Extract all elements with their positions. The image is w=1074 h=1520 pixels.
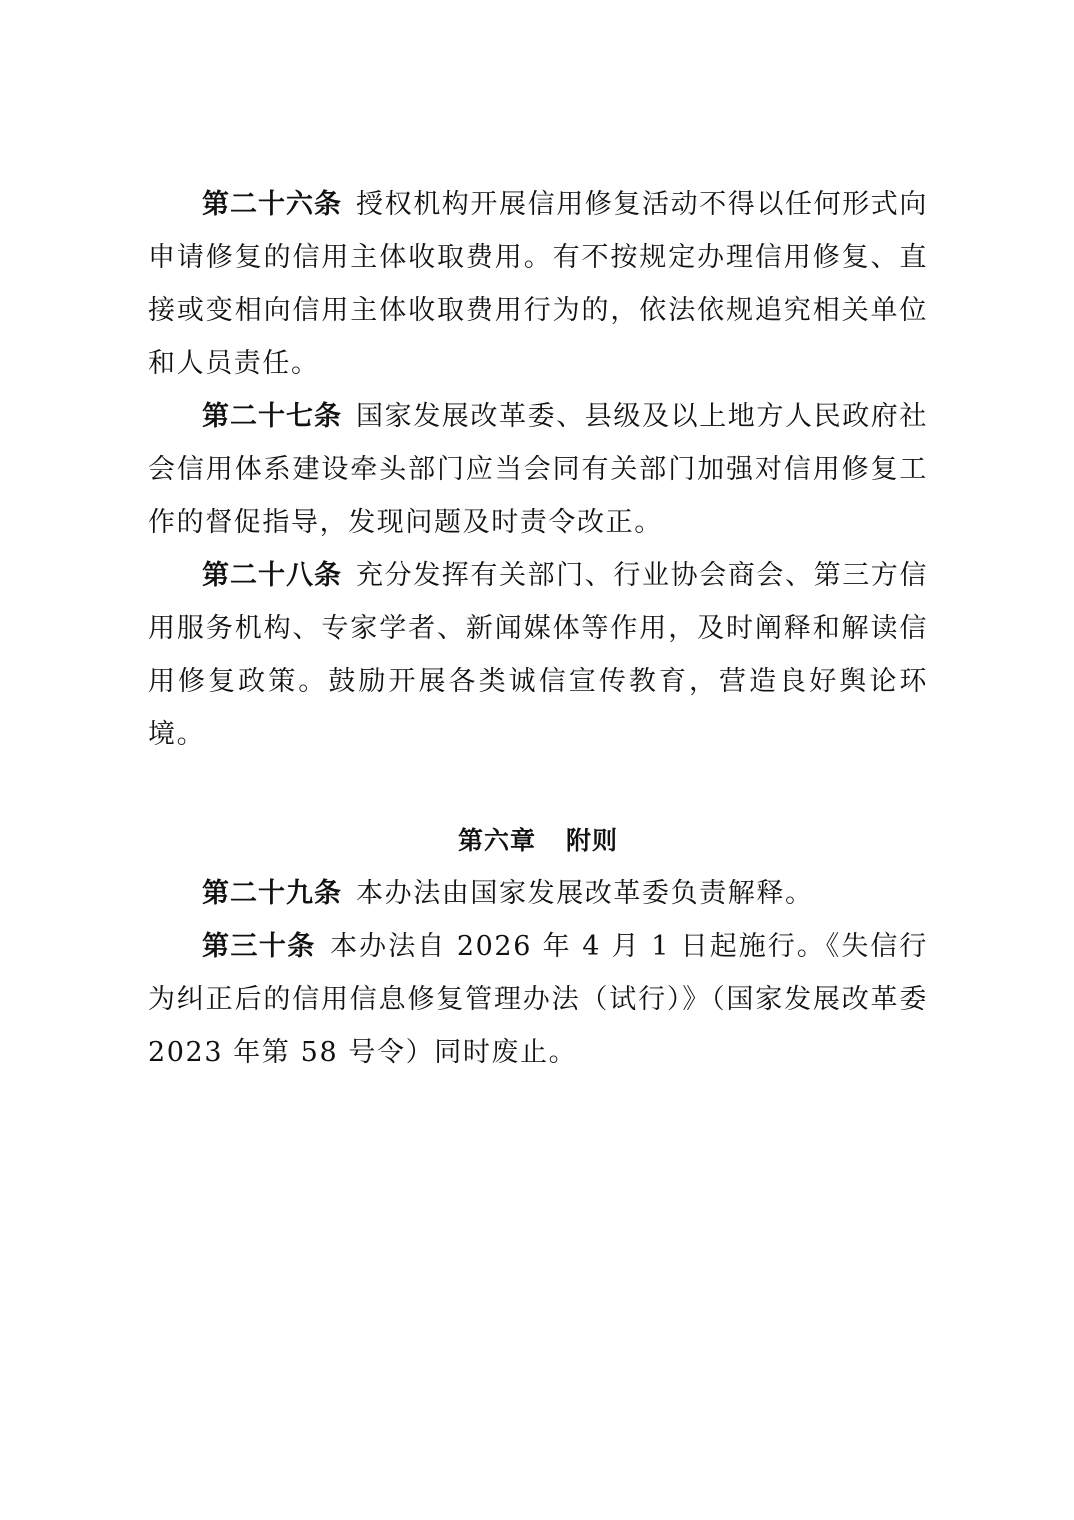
article-label: 第二十七条 [202, 401, 342, 432]
article-label: 第二十八条 [202, 560, 342, 591]
chapter-title: 附则 [566, 826, 619, 855]
article-label: 第二十六条 [202, 189, 342, 220]
article-text: 本办法由国家发展改革委负责解释。 [356, 878, 814, 909]
article-label: 第二十九条 [202, 878, 342, 909]
article-30 [148, 920, 928, 1079]
article-text: 授权机构开展信用修复活动不得以任何形式向申请修复的信用主体收取费用。有不按规定办理信用修复、直接或变相向信用主体收取费用行为的，依法依规追究相关单位和人员责任。 [148, 189, 928, 379]
article-27 [148, 390, 928, 549]
document-body [148, 178, 928, 1079]
chapter-number: 第六章 [457, 826, 536, 855]
article-text: 充分发挥有关部门、行业协会商会、第三方信用服务机构、专家学者、新闻媒体等作用，及时阐释和解读信用修复政策。鼓励开展各类诚信宣传教育，营造良好舆论环境。 [148, 560, 928, 750]
article-label: 第三十条 [202, 931, 316, 962]
chapter-heading [148, 814, 928, 867]
article-text: 国家发展改革委、县级及以上地方人民政府社会信用体系建设牵头部门应当会同有关部门加强对信用修复工作的督促指导，发现问题及时责令改正。 [148, 401, 928, 538]
article-29 [148, 867, 928, 920]
article-text: 本办法自 2026 年 4 月 1 日起施行。《失信行为纠正后的信用信息修复管理办法（试行）》（国家发展改革委 2023 年第 58 号令）同时废止。 [148, 931, 928, 1068]
article-28 [148, 549, 928, 761]
article-26 [148, 178, 928, 390]
